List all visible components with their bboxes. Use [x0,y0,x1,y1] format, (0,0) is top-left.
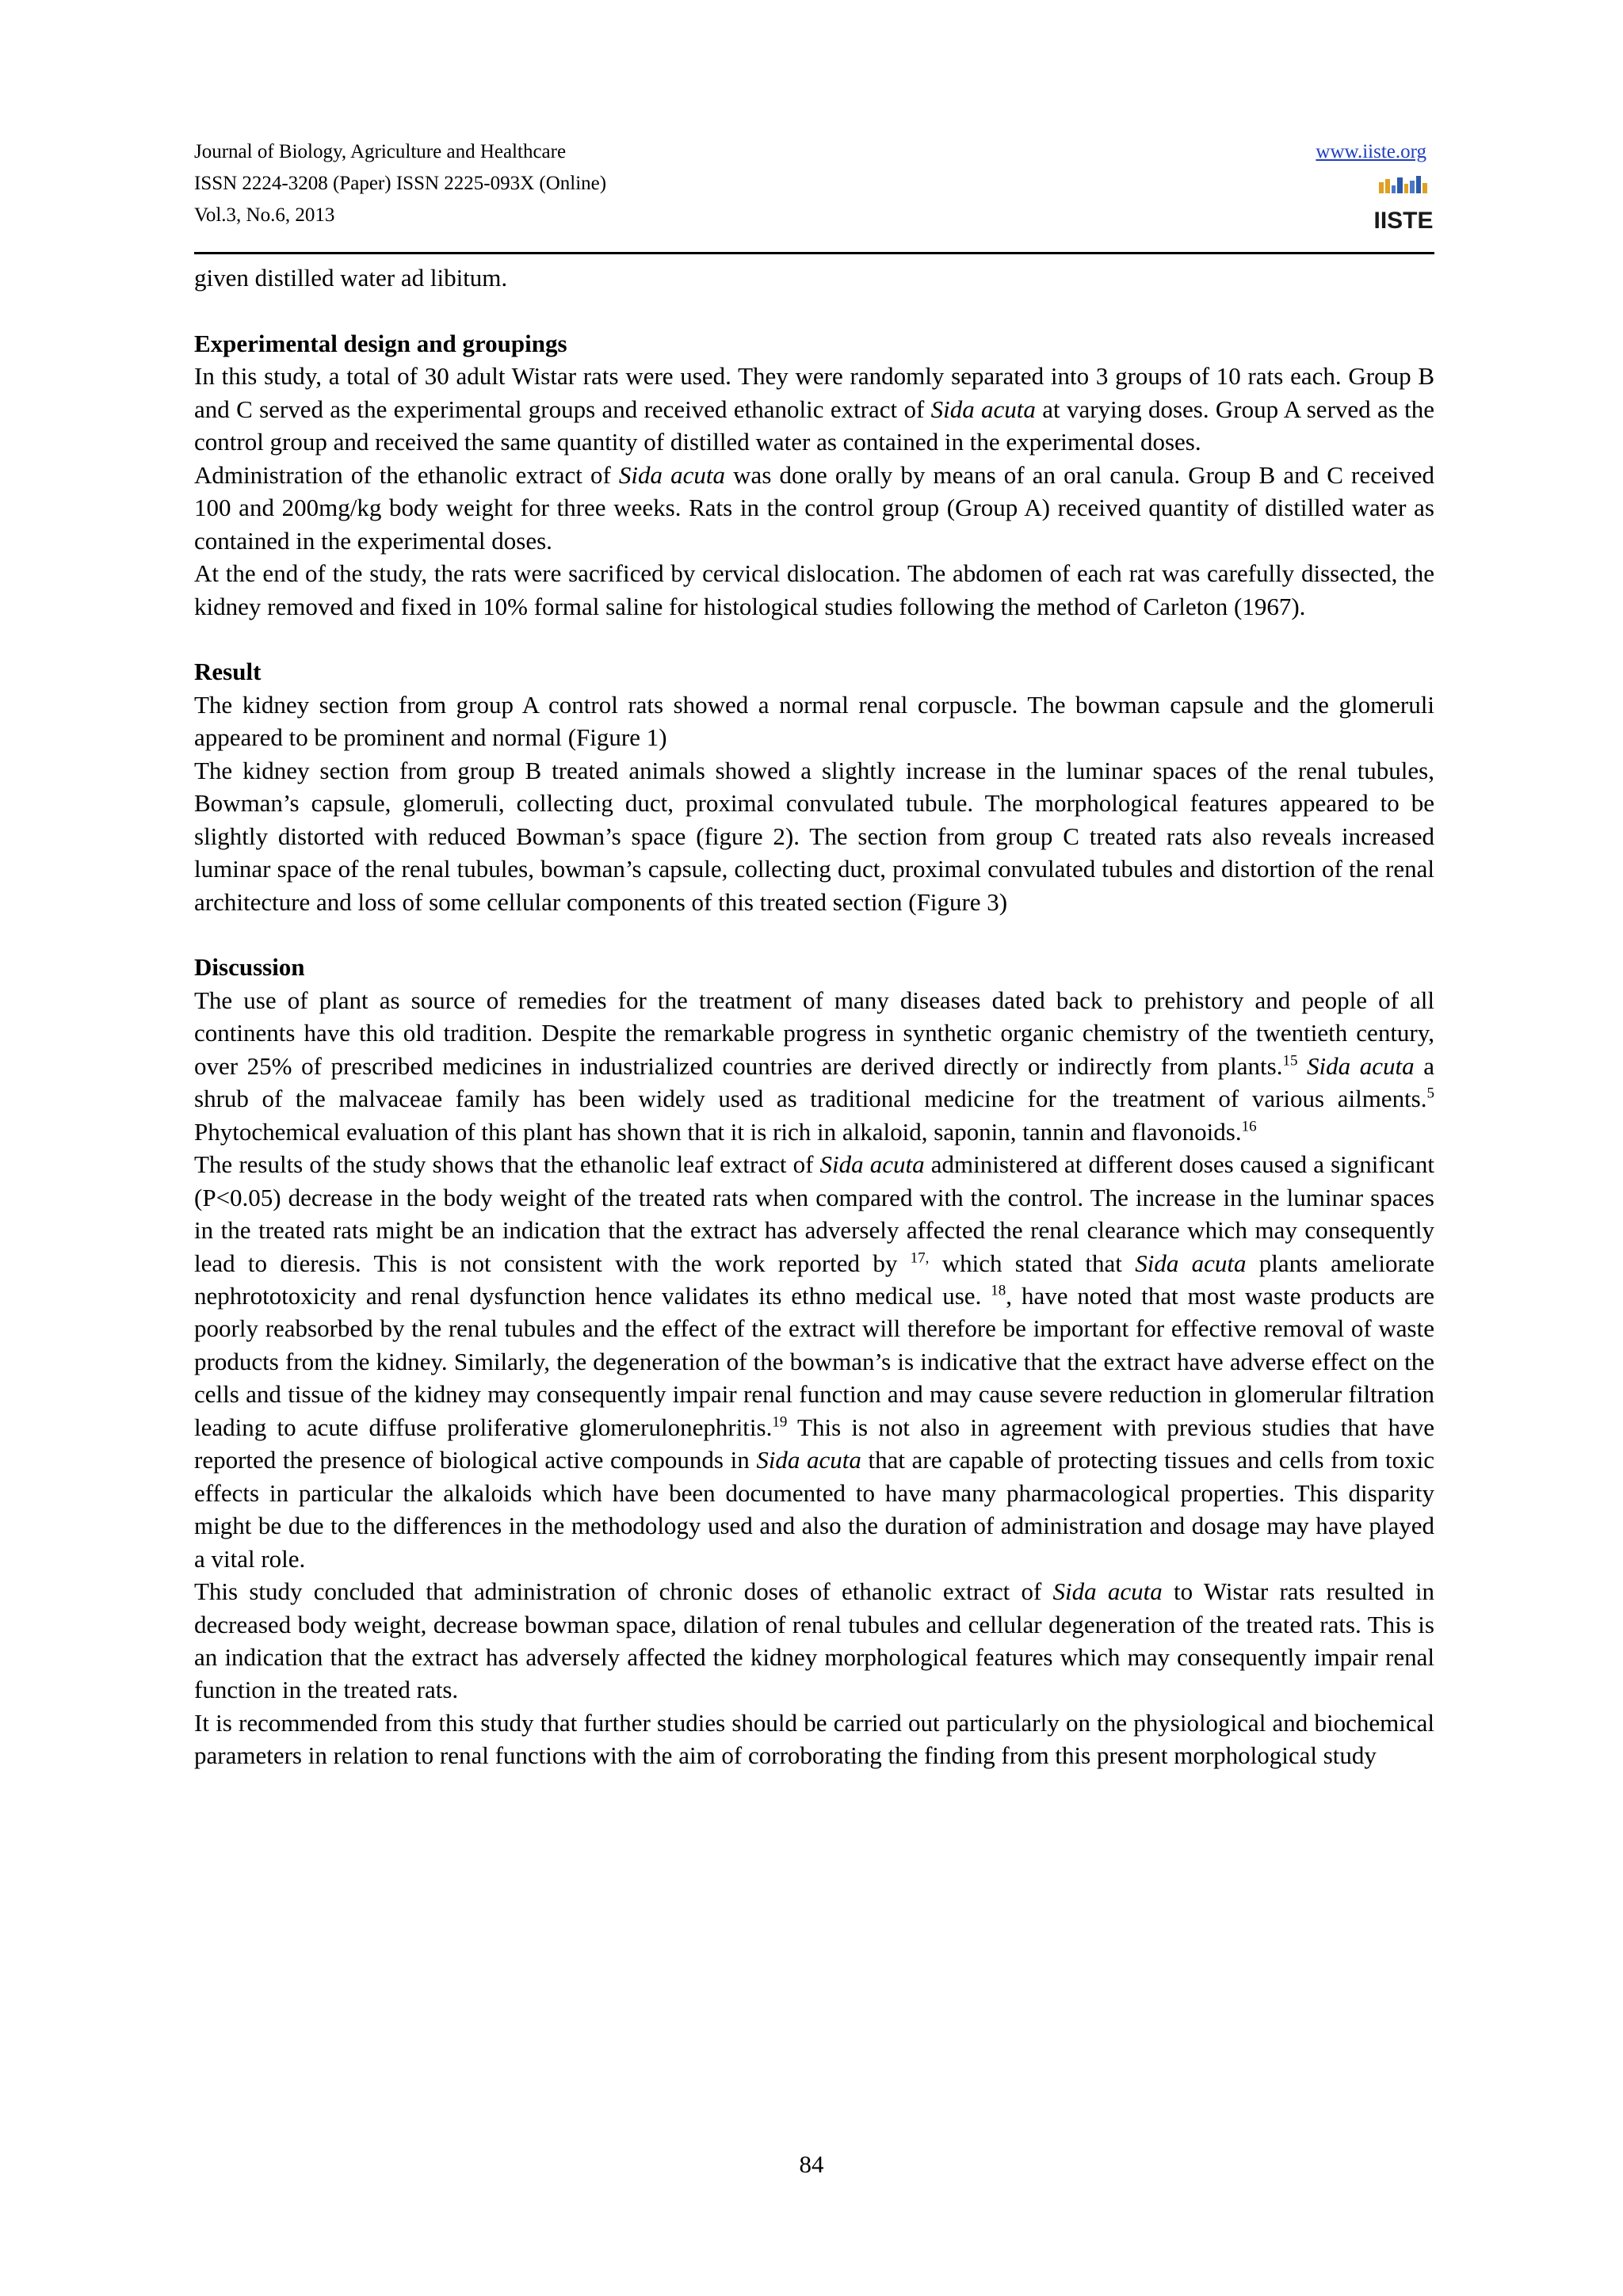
journal-website-link[interactable]: www.iiste.org [1316,141,1426,162]
species-name: Sida acuta [819,1150,925,1179]
experimental-paragraph-1: In this study, a total of 30 adult Wistar rats were used. They were randomly separated into 3 groups of 10 rats each. Group B and C served as the experimental groups and received ethanolic extract of Sida acuta at varying doses. Group A served as the control group and received the same quantity of distilled water as contained in the experimental doses. [194,362,1434,456]
heading-discussion: Discussion [194,953,305,982]
discussion-paragraph-1: The use of plant as source of remedies for the treatment of many diseases dated back to prehistory and people of all continents have this old tradition. Despite the remarkable progress in synthetic organic chemistry of the twentieth century, over 25% of prescribed medicines in industrialized countries are derived directly or indirectly from plants.$^{15}$ Sida acuta a shrub of the malvaceae family has been widely used as traditional medicine for the treatment of various ailments.$^5$ Phytochemical evaluation of this plant has shown that it is rich in alkaloid, saponin, tannin and flavonoids.$^{16}$ [194,986,1434,1146]
spacer [194,918,1434,951]
citation-ref: 15 [1282,1052,1298,1070]
discussion-paragraph-4: It is recommended from this study that further studies should be carried out particularly on the physiological and biochemical parameters in relation to renal functions with the aim of corroborating the finding from this present morphological study [194,1708,1434,1770]
species-name: Sida acuta [1052,1577,1163,1606]
citation-ref: 16 [1241,1118,1257,1135]
volume-line: Vol.3, No.6, 2013 [194,204,335,226]
result-paragraph-2: The kidney section from group B treated animals showed a slightly increase in the luminar spaces of the renal tubules, Bowman’s capsule, glomeruli, collecting duct, proximal convulated tubule. The morphological features appeared to be slightly distorted with reduced Bowman’s space (figure 2). The section from group C treated rats also reveals increased luminar space of the renal tubules, bowman’s capsule, collecting duct, proximal convulated tubules and distortion of the renal architecture and loss of some cellular components of this treated section (Figure 3) [194,756,1434,916]
heading-experimental-design: Experimental design and groupings [194,329,567,357]
species-name: Sida acuta [618,460,726,489]
experimental-paragraph-2: Administration of the ethanolic extract of Sida acuta was done orally by means of an oral canula. Group B and C received 100 and 200mg/kg body weight for three weeks. Rats in the control group (Group A) received quantity of distilled water as contained in the experimental doses. [194,460,1434,555]
experimental-paragraph-3: At the end of the study, the rats were sacrificed by cervical dislocation. The abdomen of each rat was carefully dissected, the kidney removed and fixed in 10% formal saline for histological studies following the method of Carleton (1967). [194,559,1434,620]
journal-title: Journal of Biology, Agriculture and Healthcare [194,141,567,162]
heading-result: Result [194,658,262,686]
discussion-paragraph-2: The results of the study shows that the ethanolic leaf extract of Sida acuta administered at different doses caused a significant (P<0.05) decrease in the body weight of the treated rats when compared with the control. The increase in the luminar spaces in the treated rats might be an indication that the extract has adversely affected the renal clearance which may consequently lead to dieresis. This is not consistent with the work reported by $^{17,}$ which stated that Sida acuta plants ameliorate nephrototoxicity and renal dysfunction hence validates its ethno medical use. $^{18}$, have noted that most waste products are poorly reabsorbed by the renal tubules and the effect of the extract will therefore be important for effective removal of waste products from the kidney. Similarly, the degeneration of the bowman’s is indicative that the extract have adverse effect on the cells and tissue of the kidney may consequently impair renal function and may cause severe reduction in glomerular filtration leading to acute diffuse proliferative glomerulonephritis.$^{19}$ This is not also in agreement with previous studies that have reported the presence of biological active compounds in Sida acuta that are capable of protecting tissues and cells from toxic effects in particular the alkaloids which have been documented to have many pharmacological properties. This disparity might be due to the differences in the methodology used and also the duration of administration and dosage may have played a vital role. [194,1150,1435,1573]
species-name: Sida acuta [756,1446,861,1474]
intro-paragraph: given distilled water ad libitum. [194,264,508,292]
page-header [194,136,1434,255]
species-name: Sida acuta [930,395,1036,423]
issn-line: ISSN 2224-3208 (Paper) ISSN 2225-093X (Online) [194,173,607,194]
discussion-paragraph-3: This study concluded that administration of chronic doses of ethanolic extract of Sida acuta to Wistar rats resulted in decreased body weight, decrease bowman space, dilation of renal tubules and cellular degeneration of the treated rats. This is an indication that the extract has adversely affected the kidney morphological features which may consequently impair renal function in the treated rats. [194,1577,1434,1704]
citation-ref: 19 [772,1413,788,1431]
result-paragraph-1: The kidney section from group A control rats showed a normal renal corpuscle. The bowman capsule and the glomeruli appeared to be prominent and normal (Figure 1) [194,690,1434,752]
header-rule [194,252,1434,254]
spacer [194,623,1434,655]
citation-ref: 18 [991,1282,1006,1299]
spacer [194,294,1434,326]
page-number: 84 [799,2150,824,2178]
iiste-logo [1373,176,1434,234]
logo-text: IISTE [1373,208,1434,234]
citation-ref: 5 [1426,1085,1434,1102]
citation-ref: 17, [910,1249,930,1267]
article-body [194,261,1434,1772]
species-name: Sida acuta [1135,1249,1247,1277]
species-name: Sida acuta [1307,1051,1415,1080]
